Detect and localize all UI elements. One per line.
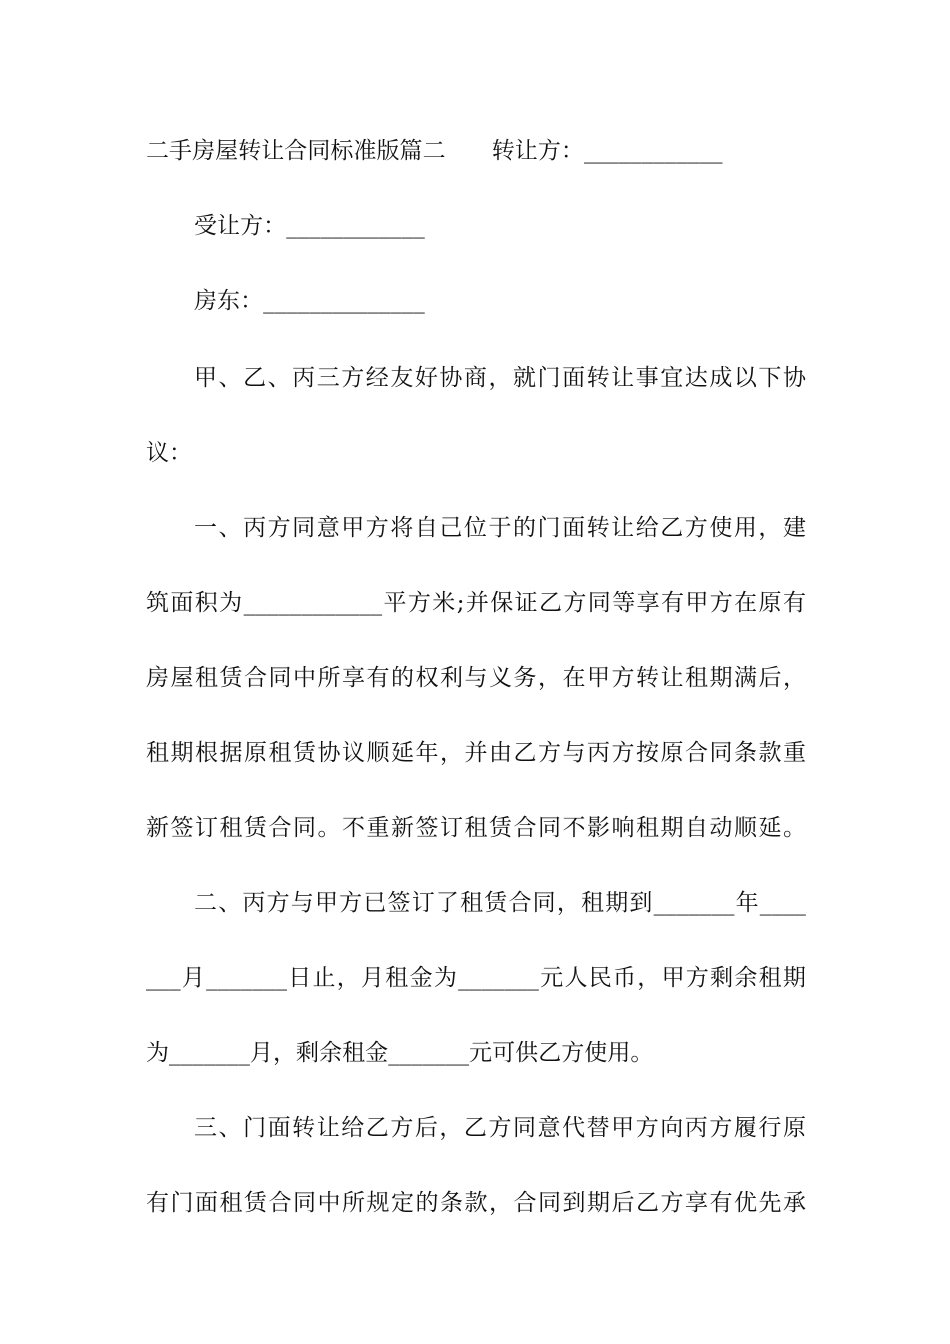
clause-1-line-4: 租期根据原租赁协议顺延年，并由乙方与丙方按原合同条款重 [146, 740, 806, 766]
clause-2-line-1: 二、丙方与甲方已签订了租赁合同，租期到_______年____ [194, 890, 806, 916]
document-title-line: 二手房屋转让合同标准版篇二 转让方：____________ [146, 138, 723, 164]
clause-2-line-3: 为_______月，剩余租金_______元可供乙方使用。 [146, 1040, 654, 1066]
clause-1-line-1: 一、丙方同意甲方将自己位于的门面转让给乙方使用，建 [194, 515, 806, 541]
transferee-line: 受让方：____________ [194, 213, 425, 239]
paragraph-intro-line-2: 议： [146, 440, 193, 466]
clause-1-line-2: 筑面积为____________平方米;并保证乙方同等享有甲方在原有 [146, 590, 806, 616]
clause-3-line-1: 三、门面转让给乙方后，乙方同意代替甲方向丙方履行原 [194, 1115, 806, 1141]
paragraph-intro-line-1: 甲、乙、丙三方经友好协商，就门面转让事宜达成以下协 [194, 365, 806, 391]
clause-2-line-2: ___月_______日止，月租金为_______元人民币，甲方剩余租期 [146, 965, 806, 991]
clause-1-line-3: 房屋租赁合同中所享有的权利与义务，在甲方转让租期满后， [146, 665, 806, 691]
clause-3-line-2: 有门面租赁合同中所规定的条款，合同到期后乙方享有优先承 [146, 1190, 806, 1216]
clause-1-line-5: 新签订租赁合同。不重新签订租赁合同不影响租期自动顺延。 [146, 815, 806, 841]
landlord-line: 房东：______________ [194, 288, 425, 314]
